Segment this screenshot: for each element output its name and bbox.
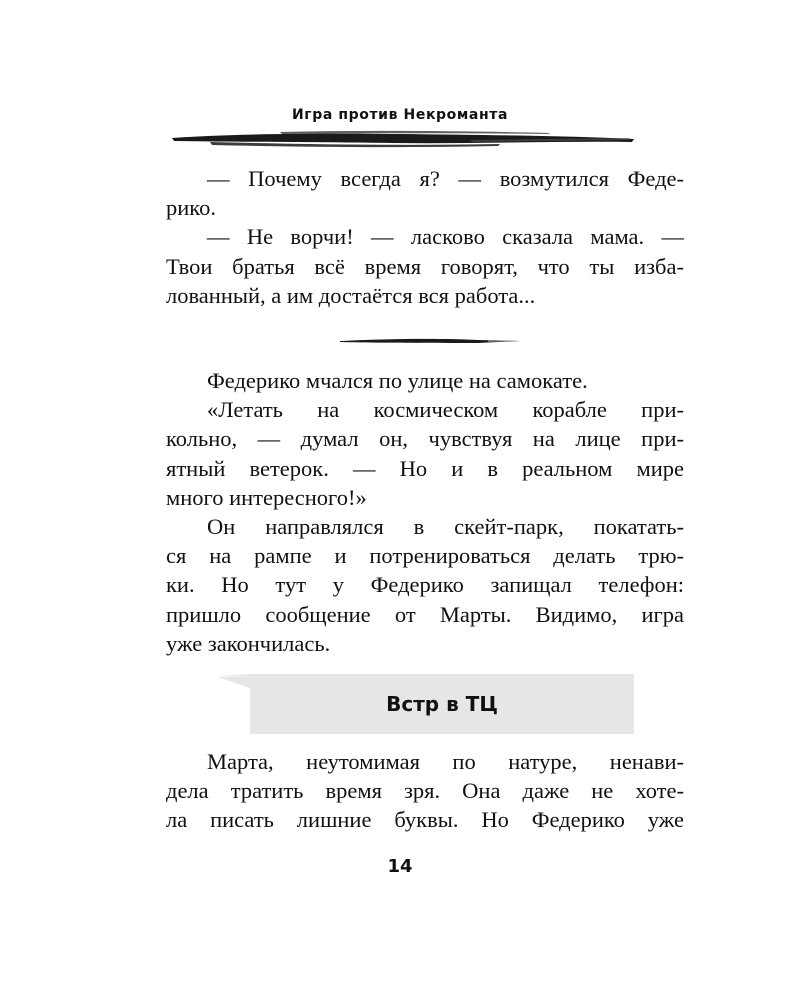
text-line: рико. [166,195,216,221]
text-section-2 [166,366,684,658]
text-line: ки. Но тут у Федерико запищал телефон: [166,572,684,598]
text-line: ся на рампе и потренироваться делать трю- [166,543,684,569]
running-header-title: Игра против Некроманта [291,107,509,123]
text-line: ятный ветерок. — Но и в реальном мире [166,455,684,481]
text-line: много интересного!» [166,484,367,510]
paragraph [166,164,684,222]
text-section-3 [166,747,684,835]
text-line: лованный, а им достаётся вся работа... [166,282,536,308]
paragraph [166,747,684,835]
text-line: дела тратить время зря. Она даже не хоте- [166,778,684,804]
text-section-1 [166,164,684,310]
page-number: 14 [387,856,413,877]
text-line: Он направлялся в скейт-парк, покатать- [207,514,684,540]
text-line: Твои братья всё время говорят, что ты изба- [166,253,684,279]
text-line: уже закончилась. [166,630,331,656]
text-line: пришло сообщение от Марты. Видимо, игра [166,601,684,627]
paragraph [166,222,684,310]
text-line: «Летать на космическом корабле при- [207,397,684,423]
text-line: ла писать лишние буквы. Но Федерико уже [166,807,684,833]
text-line: Федерико мчался по улице на самокате. [207,368,588,393]
text-line: Марта, неутомимая по натуре, ненави- [207,749,684,774]
chapter-heading-banner [218,674,634,734]
paragraph [166,395,684,512]
paragraph [166,512,684,658]
scene-break-divider [338,336,522,346]
paragraph [166,366,684,395]
text-line: — Не ворчи! — ласково сказала мама. — [207,224,684,250]
brush-stroke-divider-top [170,128,636,150]
chapter-heading: Встр в ТЦ [386,692,498,716]
text-line: — Почему всегда я? — возмутился Феде- [207,166,684,191]
text-line: кольно, — думал он, чувствуя на лице при- [166,426,684,452]
